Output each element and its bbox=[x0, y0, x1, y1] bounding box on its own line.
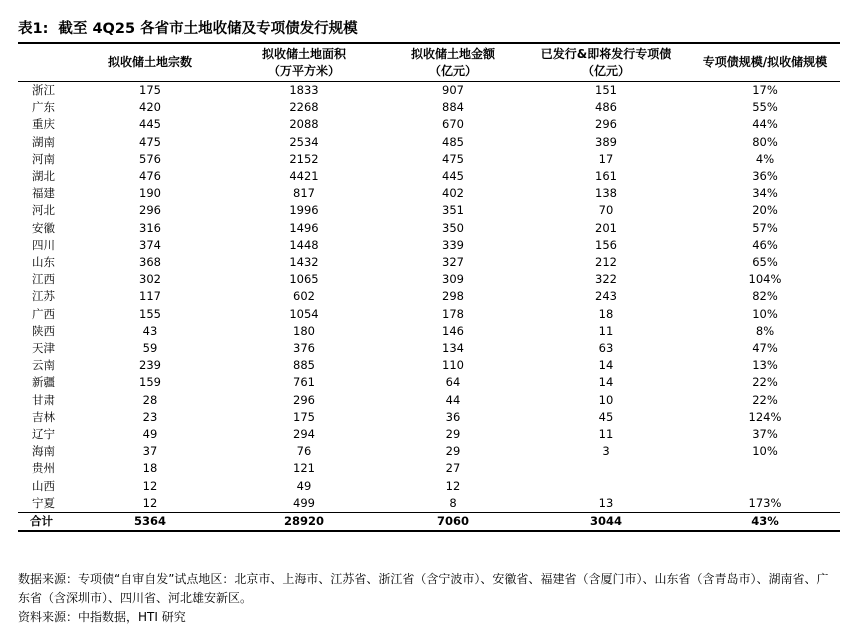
province-cell: 宁夏 bbox=[32, 495, 55, 510]
value-cell: 670 bbox=[442, 117, 464, 132]
province-cell: 河北 bbox=[32, 203, 55, 218]
value-cell: 2534 bbox=[289, 134, 319, 149]
value-cell: 45 bbox=[598, 409, 614, 424]
table-row bbox=[18, 151, 840, 168]
value-cell: 486 bbox=[595, 100, 617, 115]
value-cell: 64 bbox=[445, 375, 461, 390]
value-cell: 476 bbox=[139, 169, 161, 184]
column-header-1 bbox=[76, 43, 224, 82]
value-cell: 29 bbox=[445, 427, 461, 442]
column-header-line: 专项债规模/拟收储规模 bbox=[702, 55, 828, 69]
value-cell: 10% bbox=[752, 444, 778, 459]
table-body bbox=[18, 82, 840, 532]
column-header-line: 拟收储土地宗数 bbox=[107, 55, 192, 69]
table-row bbox=[18, 99, 840, 116]
value-cell: 296 bbox=[139, 203, 161, 218]
footnotes bbox=[18, 570, 840, 627]
column-header-4 bbox=[522, 43, 690, 82]
province-cell: 江西 bbox=[32, 272, 55, 287]
table-row bbox=[18, 185, 840, 202]
land-reserve-table bbox=[18, 42, 840, 532]
province-cell: 广西 bbox=[32, 306, 55, 321]
table-row bbox=[18, 323, 840, 340]
value-cell: 294 bbox=[293, 427, 315, 442]
value-cell: 18 bbox=[598, 306, 614, 321]
value-cell: 190 bbox=[139, 186, 161, 201]
value-cell: 2152 bbox=[289, 151, 319, 166]
province-cell: 山西 bbox=[32, 478, 55, 493]
value-cell: 1065 bbox=[289, 272, 319, 287]
province-cell: 辽宁 bbox=[32, 427, 55, 442]
value-cell: 817 bbox=[293, 186, 315, 201]
value-cell: 180 bbox=[293, 323, 315, 338]
province-cell: 福建 bbox=[32, 186, 55, 201]
value-cell: 37% bbox=[752, 427, 778, 442]
value-cell: 2268 bbox=[289, 100, 319, 115]
table-row bbox=[18, 288, 840, 305]
table-title bbox=[18, 20, 358, 38]
data-source-note: 数据来源：专项债“自审自发”试点地区：北京市、上海市、江苏省、浙江省（含宁波市）、安徽省、福建省（含厦门市）、山东省（含青岛市）、湖南省、广东省（含深圳市）、四川省、河北雄安新区。 bbox=[18, 572, 829, 605]
value-cell: 243 bbox=[595, 289, 617, 304]
value-cell: 159 bbox=[139, 375, 161, 390]
total-value-cell: 43% bbox=[690, 513, 840, 532]
province-cell: 浙江 bbox=[32, 83, 55, 97]
value-cell: 110 bbox=[442, 358, 464, 373]
table-row bbox=[18, 116, 840, 133]
value-cell: 10 bbox=[598, 392, 614, 407]
value-cell: 155 bbox=[139, 306, 161, 321]
value-cell: 47% bbox=[752, 341, 778, 356]
value-cell: 17% bbox=[752, 83, 778, 97]
column-header-line: 拟收储土地金额 bbox=[410, 46, 495, 61]
total-value-cell: 28920 bbox=[224, 513, 384, 532]
value-cell: 13% bbox=[752, 358, 778, 373]
table-row bbox=[18, 237, 840, 254]
value-cell: 445 bbox=[442, 169, 464, 184]
value-cell: 63 bbox=[598, 341, 614, 356]
value-cell bbox=[522, 478, 690, 495]
table-row bbox=[18, 443, 840, 460]
value-cell: 296 bbox=[293, 392, 315, 407]
table-title-text: 截至 4Q25 各省市土地收储及专项债发行规模 bbox=[58, 21, 358, 37]
province-cell: 安徽 bbox=[32, 220, 55, 235]
table-number: 表1: bbox=[18, 21, 49, 37]
value-cell: 161 bbox=[595, 169, 617, 184]
value-cell: 49 bbox=[142, 427, 158, 442]
table-header-row bbox=[18, 43, 840, 82]
column-header-line: 拟收储土地面积 bbox=[261, 46, 346, 61]
data-table-container bbox=[18, 42, 840, 532]
value-cell: 14 bbox=[598, 358, 614, 373]
value-cell bbox=[690, 478, 840, 495]
value-cell: 445 bbox=[139, 117, 161, 132]
value-cell: 49 bbox=[296, 478, 312, 493]
table-row bbox=[18, 168, 840, 185]
province-cell: 山东 bbox=[32, 255, 55, 270]
value-cell: 43 bbox=[142, 323, 158, 338]
table-row bbox=[18, 495, 840, 513]
value-cell: 121 bbox=[293, 461, 315, 476]
column-header-2 bbox=[224, 43, 384, 82]
value-cell: 59 bbox=[142, 341, 158, 356]
value-cell: 22% bbox=[752, 392, 778, 407]
value-cell: 44 bbox=[445, 392, 461, 407]
table-row bbox=[18, 357, 840, 374]
value-cell: 175 bbox=[139, 83, 161, 97]
value-cell: 178 bbox=[442, 306, 464, 321]
value-cell: 13 bbox=[598, 495, 614, 510]
value-cell: 12 bbox=[445, 478, 461, 493]
province-cell: 吉林 bbox=[32, 409, 55, 424]
value-cell: 18 bbox=[142, 461, 158, 476]
table-row bbox=[18, 306, 840, 323]
province-cell: 河南 bbox=[32, 151, 55, 166]
value-cell: 27 bbox=[445, 461, 461, 476]
value-cell: 376 bbox=[293, 341, 315, 356]
value-cell bbox=[522, 460, 690, 477]
value-cell: 44% bbox=[752, 117, 778, 132]
value-cell: 2088 bbox=[289, 117, 319, 132]
value-cell: 420 bbox=[139, 100, 161, 115]
value-cell: 239 bbox=[139, 358, 161, 373]
value-cell: 389 bbox=[595, 134, 617, 149]
value-cell: 124% bbox=[748, 409, 782, 424]
value-cell: 46% bbox=[752, 237, 778, 252]
value-cell: 29 bbox=[445, 444, 461, 459]
table-row bbox=[18, 271, 840, 288]
value-cell: 368 bbox=[139, 255, 161, 270]
province-cell: 广东 bbox=[32, 100, 55, 115]
value-cell: 173% bbox=[748, 495, 782, 510]
value-cell: 3 bbox=[602, 444, 610, 459]
value-cell: 885 bbox=[293, 358, 315, 373]
table-row bbox=[18, 134, 840, 151]
value-cell: 134 bbox=[442, 341, 464, 356]
value-cell: 339 bbox=[442, 237, 464, 252]
material-source-note: 资料来源：中指数据，HTI 研究 bbox=[18, 610, 186, 624]
value-cell: 8% bbox=[755, 323, 775, 338]
value-cell: 11 bbox=[598, 323, 614, 338]
value-cell: 374 bbox=[139, 237, 161, 252]
column-header-5 bbox=[690, 43, 840, 82]
value-cell: 10% bbox=[752, 306, 778, 321]
province-cell: 重庆 bbox=[32, 117, 55, 132]
value-cell: 4421 bbox=[289, 169, 319, 184]
province-cell: 甘肃 bbox=[32, 392, 55, 407]
value-cell: 14 bbox=[598, 375, 614, 390]
value-cell: 117 bbox=[139, 289, 161, 304]
total-value-cell: 7060 bbox=[384, 513, 522, 532]
value-cell: 475 bbox=[442, 151, 464, 166]
table-row bbox=[18, 374, 840, 391]
value-cell: 36 bbox=[445, 409, 461, 424]
value-cell: 36% bbox=[752, 169, 778, 184]
value-cell: 104% bbox=[748, 272, 782, 287]
value-cell: 602 bbox=[293, 289, 315, 304]
column-header-line: （万平方米） bbox=[267, 63, 340, 78]
province-cell: 江苏 bbox=[32, 289, 55, 304]
value-cell: 11 bbox=[598, 427, 614, 442]
value-cell: 499 bbox=[293, 495, 315, 510]
value-cell: 57% bbox=[752, 220, 778, 235]
province-cell: 天津 bbox=[32, 341, 55, 356]
value-cell: 80% bbox=[752, 134, 778, 149]
value-cell: 402 bbox=[442, 186, 464, 201]
value-cell: 1432 bbox=[289, 255, 319, 270]
value-cell: 327 bbox=[442, 255, 464, 270]
value-cell: 296 bbox=[595, 117, 617, 132]
value-cell: 23 bbox=[142, 409, 158, 424]
total-label-cell: 合计 bbox=[18, 513, 76, 532]
value-cell: 351 bbox=[442, 203, 464, 218]
province-cell: 云南 bbox=[32, 358, 55, 373]
value-cell: 34% bbox=[752, 186, 778, 201]
value-cell bbox=[690, 460, 840, 477]
table-row bbox=[18, 426, 840, 443]
province-cell: 湖南 bbox=[32, 134, 55, 149]
value-cell: 146 bbox=[442, 323, 464, 338]
value-cell: 1833 bbox=[289, 83, 319, 97]
value-cell: 138 bbox=[595, 186, 617, 201]
value-cell: 1054 bbox=[289, 306, 319, 321]
value-cell: 12 bbox=[142, 478, 158, 493]
column-header-0 bbox=[18, 43, 76, 82]
table-row bbox=[18, 478, 840, 495]
table-row bbox=[18, 82, 840, 100]
table-row bbox=[18, 392, 840, 409]
province-cell: 四川 bbox=[32, 237, 55, 252]
column-header-3 bbox=[384, 43, 522, 82]
value-cell: 309 bbox=[442, 272, 464, 287]
total-value-cell: 5364 bbox=[76, 513, 224, 532]
value-cell: 12 bbox=[142, 495, 158, 510]
column-header-line: 已发行&即将发行专项债 bbox=[540, 46, 672, 61]
table-row bbox=[18, 202, 840, 219]
value-cell: 55% bbox=[752, 100, 778, 115]
value-cell: 65% bbox=[752, 255, 778, 270]
value-cell: 151 bbox=[595, 83, 617, 97]
total-value-cell: 3044 bbox=[522, 513, 690, 532]
table-row bbox=[18, 409, 840, 426]
province-cell: 陕西 bbox=[32, 323, 55, 338]
value-cell: 1496 bbox=[289, 220, 319, 235]
table-row bbox=[18, 220, 840, 237]
value-cell: 576 bbox=[139, 151, 161, 166]
province-cell: 新疆 bbox=[32, 375, 55, 390]
value-cell: 907 bbox=[442, 83, 464, 97]
column-header-line: （亿元） bbox=[581, 63, 630, 78]
value-cell: 212 bbox=[595, 255, 617, 270]
value-cell: 475 bbox=[139, 134, 161, 149]
table-row bbox=[18, 340, 840, 357]
value-cell: 175 bbox=[293, 409, 315, 424]
value-cell: 20% bbox=[752, 203, 778, 218]
value-cell: 884 bbox=[442, 100, 464, 115]
value-cell: 485 bbox=[442, 134, 464, 149]
value-cell: 156 bbox=[595, 237, 617, 252]
column-header-line: （亿元） bbox=[428, 63, 477, 78]
value-cell: 761 bbox=[293, 375, 315, 390]
province-cell: 湖北 bbox=[32, 169, 55, 184]
value-cell: 8 bbox=[449, 495, 457, 510]
value-cell: 201 bbox=[595, 220, 617, 235]
table-row bbox=[18, 460, 840, 477]
value-cell: 350 bbox=[442, 220, 464, 235]
value-cell: 28 bbox=[142, 392, 158, 407]
value-cell: 1448 bbox=[289, 237, 319, 252]
province-cell: 贵州 bbox=[32, 461, 55, 476]
total-row bbox=[18, 513, 840, 532]
value-cell: 302 bbox=[139, 272, 161, 287]
value-cell: 70 bbox=[598, 203, 614, 218]
value-cell: 298 bbox=[442, 289, 464, 304]
value-cell: 322 bbox=[595, 272, 617, 287]
value-cell: 82% bbox=[752, 289, 778, 304]
value-cell: 76 bbox=[296, 444, 312, 459]
value-cell: 22% bbox=[752, 375, 778, 390]
value-cell: 37 bbox=[142, 444, 158, 459]
table-row bbox=[18, 254, 840, 271]
value-cell: 4% bbox=[755, 151, 775, 166]
value-cell: 1996 bbox=[289, 203, 319, 218]
value-cell: 316 bbox=[139, 220, 161, 235]
value-cell: 17 bbox=[598, 151, 614, 166]
province-cell: 海南 bbox=[32, 444, 55, 459]
